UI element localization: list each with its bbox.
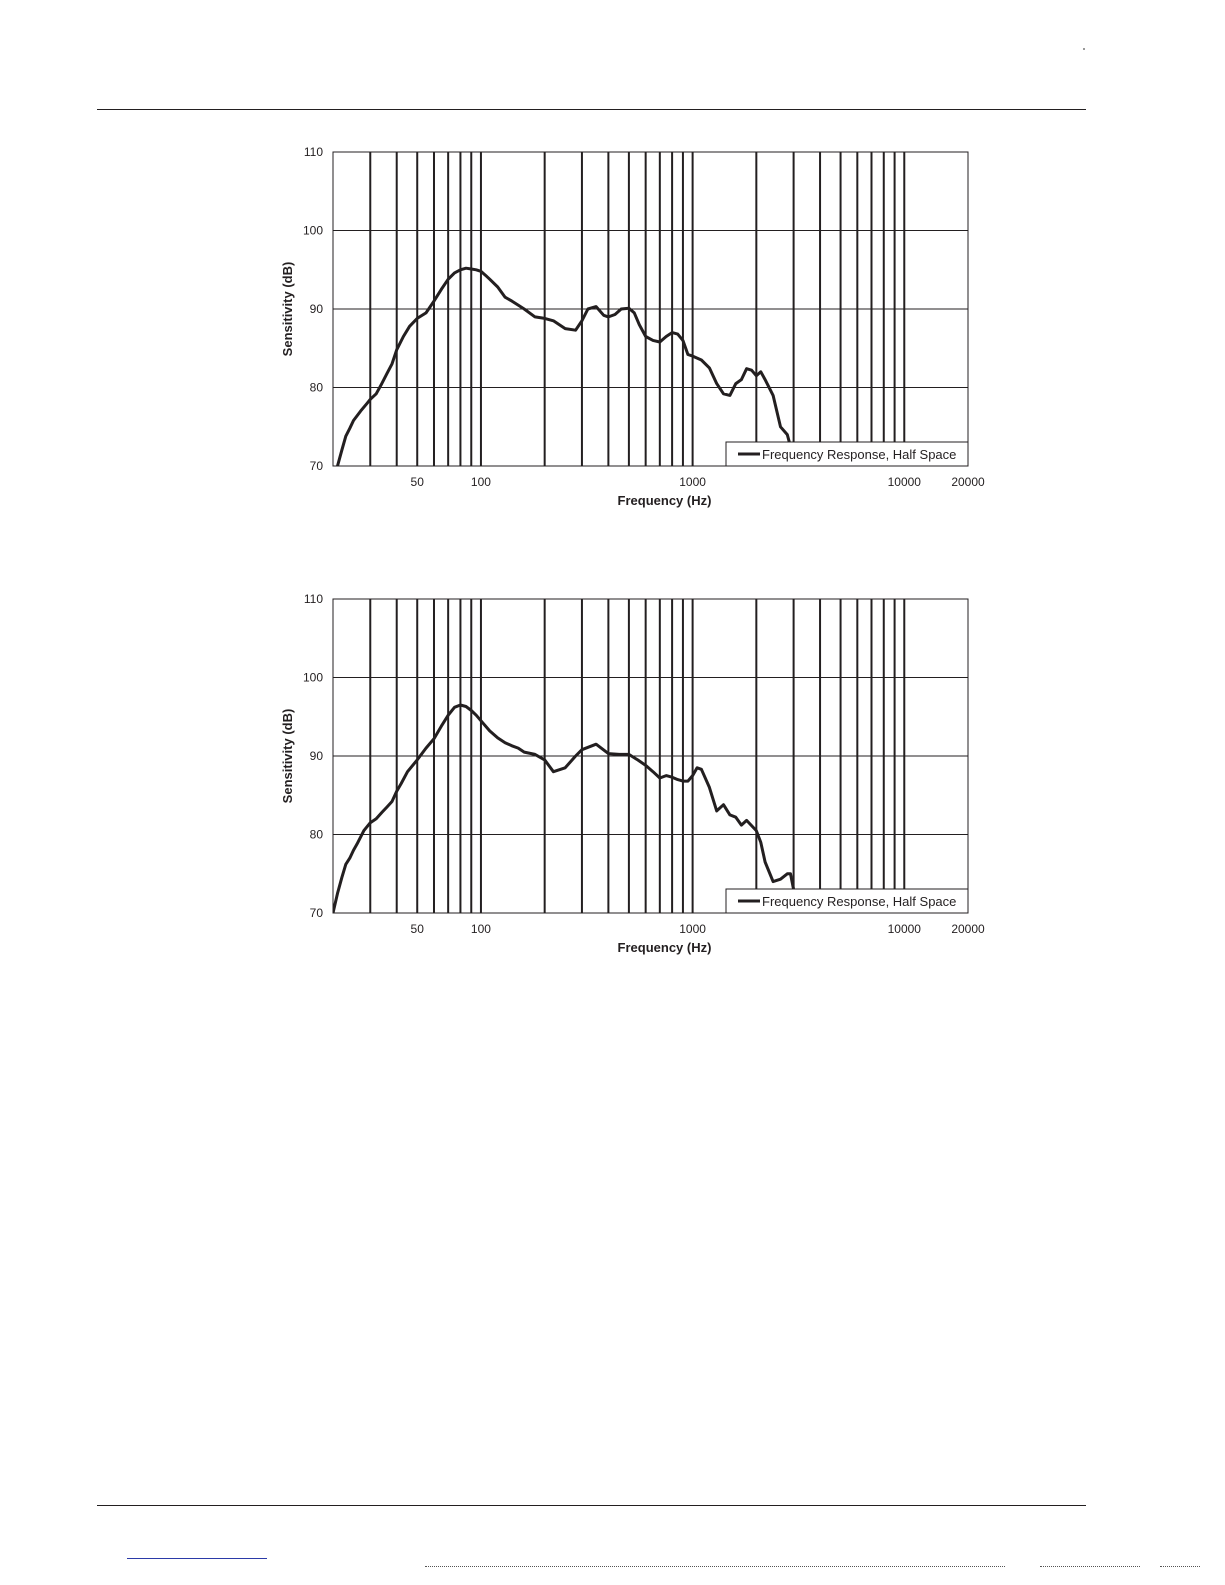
x-tick-label: 100 [470,922,491,936]
series-line [338,268,794,466]
footer-link-underline[interactable] [127,1558,267,1559]
y-tick-label: 100 [302,223,323,238]
legend-label: Frequency Response, Half Space [762,447,957,462]
footer-rule [97,1505,1086,1506]
y-tick-label: 70 [309,906,323,920]
y-axis-label: Sensitivity (dB) [280,708,295,804]
x-tick-label: 1000 [679,475,706,489]
footer-dotted-leader [425,1566,1005,1567]
legend-label: Frequency Response, Half Space [762,894,957,909]
x-tick-label: 1000 [679,922,706,936]
y-axis-label: Sensitivity (dB) [280,261,295,357]
y-tick-label: 80 [309,380,323,395]
x-tick-label: 10000 [887,475,921,489]
x-tick-label: 10000 [887,922,921,936]
legend [726,889,968,913]
series-line [333,705,797,913]
y-tick-label: 70 [309,459,323,473]
x-axis-label: Frequency (Hz) [617,493,712,508]
frequency-response-chart-2 [0,447,1225,967]
y-tick-label: 90 [309,302,323,316]
footer-dotted-leader [1040,1566,1140,1567]
x-tick-label: 50 [410,475,424,489]
y-tick-label: 90 [309,749,323,763]
footer-dotted-leader [1160,1566,1200,1567]
y-tick-label: 110 [303,592,323,606]
y-tick-label: 100 [302,670,323,685]
x-tick-label: 20000 [951,475,985,489]
y-tick-label: 110 [303,145,323,159]
x-tick-label: 100 [470,475,491,489]
x-tick-label: 20000 [951,922,985,936]
x-axis-label: Frequency (Hz) [617,940,712,955]
frequency-response-chart-1 [0,0,1225,520]
y-tick-label: 80 [309,827,323,842]
x-tick-label: 50 [410,922,424,936]
